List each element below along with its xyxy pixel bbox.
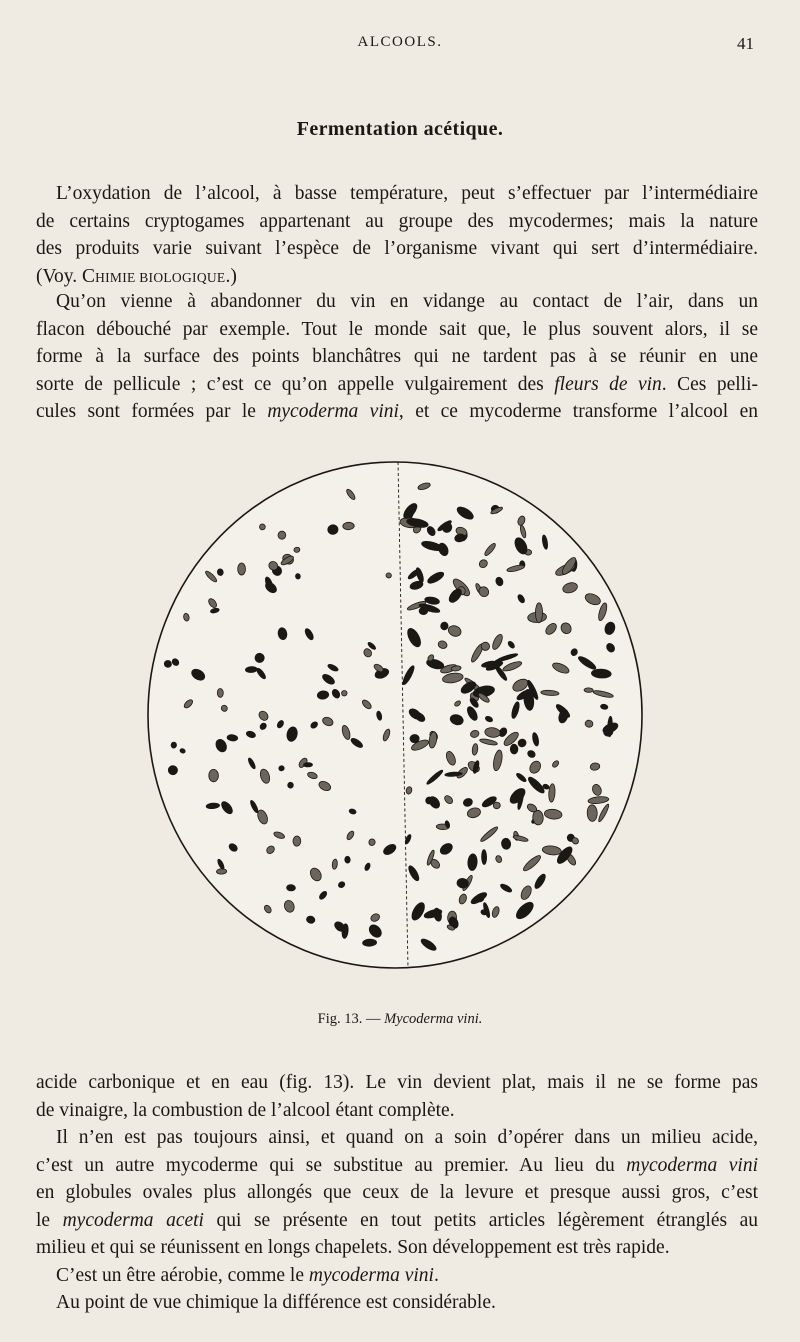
- italic-term: mycoderma aceti: [62, 1209, 204, 1231]
- yeast-cell: [278, 531, 286, 540]
- paragraph-acide-carbonique: [36, 1069, 758, 1124]
- text-span: qui se présente en tout petits articles légèrement étranglés au: [203, 1209, 758, 1231]
- small-caps-initial: C: [82, 265, 96, 287]
- yeast-cell: [216, 868, 226, 874]
- italic-term: fleurs de vin: [554, 373, 662, 395]
- text-span: (Voy.: [36, 265, 83, 287]
- italic-term: mycoderma vini: [626, 1154, 758, 1176]
- text-line: milieu et qui se réunissent en longs chapelets. Son développement est très rapide.: [36, 1237, 670, 1258]
- text-line: L’oxydation de l’alcool, à basse température, peut s’effectuer par l’intermédiaire: [56, 183, 758, 204]
- text-line: flacon débouché par exemple. Tout le monde sait que, le plus souvent alors, il se: [36, 318, 758, 340]
- yeast-cell: [209, 769, 219, 782]
- italic-term: mycoderma vini: [267, 401, 399, 422]
- text-span: le: [36, 1209, 63, 1231]
- running-head: [0, 34, 800, 56]
- text-span: .): [225, 265, 237, 287]
- yeast-cell: [287, 782, 293, 789]
- yeast-cell: [245, 666, 257, 673]
- paragraph-chimique: [36, 1289, 758, 1317]
- text-line: [36, 1207, 758, 1235]
- page-number: 41: [737, 34, 754, 53]
- yeast-cell: [345, 856, 351, 863]
- text-line: Qu’on vienne à abandonner du vin en vidange au contact de l’air, dans un: [56, 291, 758, 312]
- yeast-cell: [238, 563, 246, 575]
- yeast-cell: [217, 688, 223, 697]
- yeast-cell: [278, 765, 284, 771]
- paragraph-mycoderma-aceti: [36, 1124, 758, 1262]
- paragraph-oxydation: [36, 180, 758, 290]
- italic-term: mycoderma vini: [308, 1265, 434, 1286]
- yeast-cell: [286, 884, 295, 891]
- text-line: de vinaigre, la combustion de l’alcool étant complète.: [36, 1099, 455, 1121]
- text-line: [36, 1262, 758, 1290]
- text-line: Au point de vue chimique la différence est considérable.: [56, 1292, 496, 1313]
- text-span: c’est un autre mycoderme qui se substitue au premier. Au lieu du: [36, 1154, 627, 1176]
- text-span: , et ce mycoderme transforme l’alcool en: [398, 401, 758, 422]
- yeast-cell: [303, 763, 312, 767]
- paragraph-vidange: [36, 288, 758, 426]
- yeast-cell: [295, 573, 301, 579]
- text-line: [36, 371, 758, 399]
- text-line: [36, 263, 758, 291]
- running-title: ALCOOLS.: [357, 34, 443, 50]
- paragraph-aerobie: [36, 1262, 758, 1290]
- yeast-cell: [343, 522, 355, 530]
- text-line: en globules ovales plus allongés que ceux de la levure et presque aussi gros, c’est: [36, 1182, 758, 1203]
- yeast-cell: [510, 744, 518, 754]
- yeast-cell: [535, 603, 542, 623]
- yeast-cell: [419, 607, 428, 614]
- text-line: acide carbonique et en eau (fig. 13). Le vin devient plat, mais il ne se forme pas: [36, 1072, 758, 1093]
- microscope-illustration: [140, 458, 650, 973]
- yeast-cell: [584, 688, 593, 693]
- text-line: [36, 1152, 758, 1180]
- yeast-cell: [171, 742, 177, 748]
- caption-title: Mycoderma vini.: [384, 1011, 483, 1027]
- small-caps-text: HIMIE BIOLOGIQUE: [95, 269, 226, 285]
- text-line: forme à la surface des points blanchâtres qui ne tardent pas à se réunir en une: [36, 346, 758, 367]
- yeast-cell: [293, 836, 301, 846]
- text-span: C’est un être aérobie, comme le: [56, 1265, 309, 1286]
- yeast-cell: [259, 524, 266, 531]
- yeast-cell: [481, 850, 486, 865]
- figure-caption: [0, 1011, 800, 1028]
- text-span: .: [433, 1265, 439, 1286]
- yeast-cell: [587, 805, 598, 822]
- yeast-cell: [441, 622, 449, 630]
- text-span: sorte de pellicule ; c’est ce qu’on appelle vulgairement des: [36, 373, 555, 395]
- yeast-cell: [164, 660, 172, 668]
- text-line: de certains cryptogames appartenant au groupe des mycodermes; mais la nature: [36, 210, 758, 232]
- text-line: Il n’en est pas toujours ainsi, et quand on a soin d’opérer dans un milieu acide,: [56, 1127, 758, 1148]
- section-title: Fermentation acétique.: [296, 118, 504, 140]
- figure-mycoderma-vini: [140, 458, 650, 973]
- caption-label: Fig. 13. —: [317, 1011, 385, 1027]
- text-line: [36, 398, 758, 426]
- text-span: . Ces pelli-: [661, 373, 758, 395]
- text-line: des produits varie suivant l’espèce de l’organisme vivant qui sert d’intermédiaire.: [36, 238, 758, 259]
- text-span: cules sont formées par le: [36, 401, 268, 422]
